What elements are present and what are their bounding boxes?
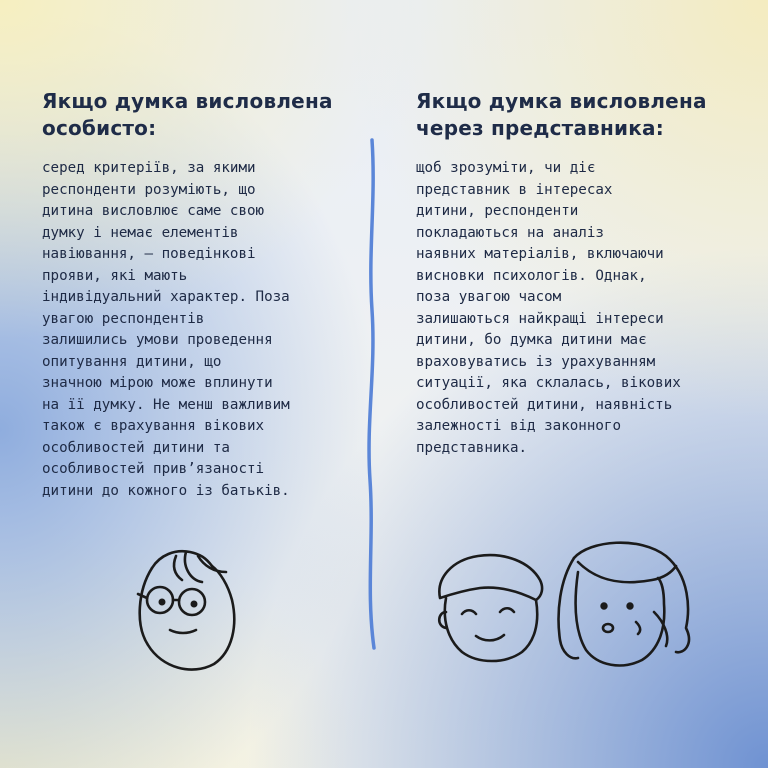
right-body-text: щоб зрозуміти, чи діє представник в інтересах дитини, респонденти покладаються на аналіз наявних матеріалів, включаючи висновки психологів. Однак, поза увагою часом залишаються найкращі інтереси дитини, бо думка дитини має враховуватись із урахуванням ситуації, яка склалась, вікових особливостей дитини, наявність залежності від законного представника. xyxy=(416,160,681,456)
boy-with-glasses-face-icon xyxy=(138,551,234,669)
girl-face-icon xyxy=(559,543,689,666)
divider-line xyxy=(369,140,374,648)
left-body-text: серед критеріїв, за якими респонденти розуміють, що дитина висловлює саме свою думку і немає елементів навіювання, — поведінкові прояви, які мають індивідуальний характер. Поза увагою респондентів залишились умови проведення опитування дитини, що значною мірою може вплинути на її думку. Не менш важливим також є врахування вікових особливостей дитини та особливостей прив’язаності дитини до кожного із батьків. xyxy=(42,160,290,499)
right-heading: Якщо думка висловлена через представника: xyxy=(416,89,707,140)
boy-face-icon xyxy=(439,555,542,661)
left-heading: Якщо думка висловлена особисто: xyxy=(42,89,333,140)
